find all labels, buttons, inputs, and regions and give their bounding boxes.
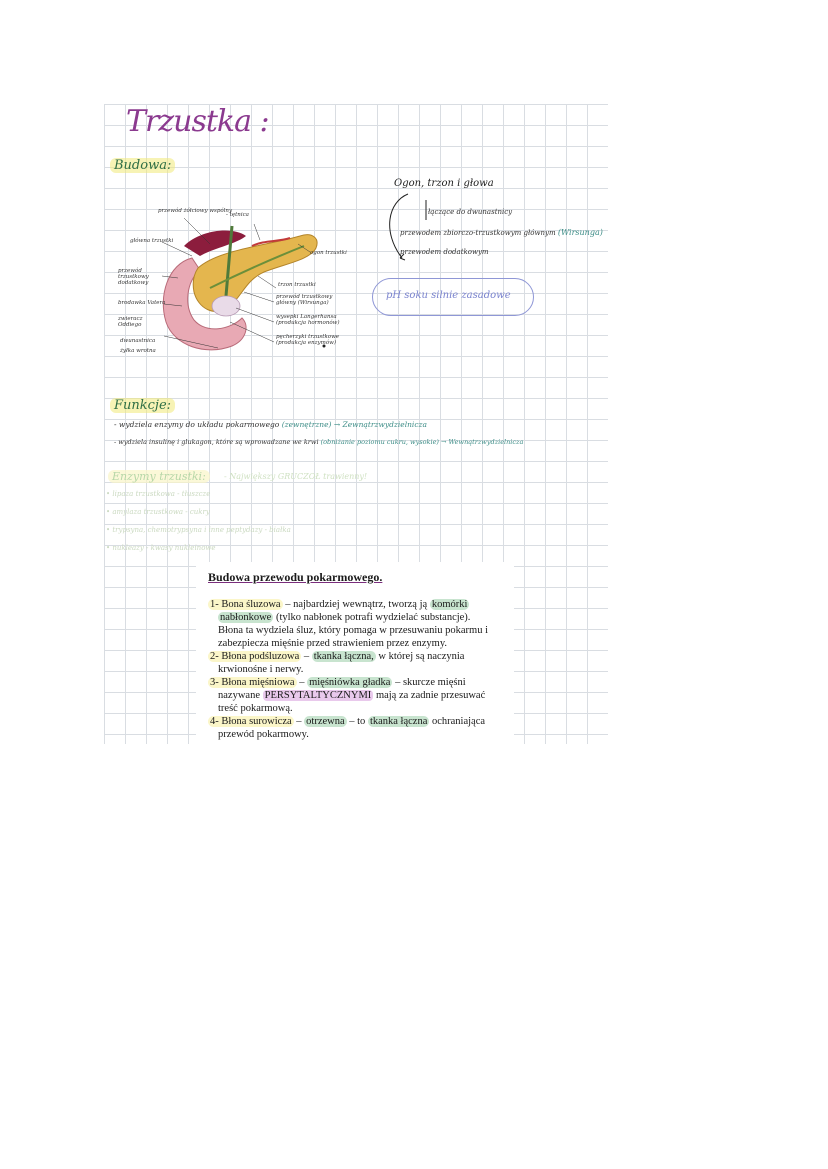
printed-line-3: Błona ta wydziela śluz, który pomaga w przesuwaniu pokarmu i [218, 625, 489, 636]
notes-line-2-text: przewodem zbiorczo-trzustkowym głównym [400, 229, 556, 237]
printed-line-2 [218, 611, 470, 624]
funkcje-item-2-text: - wydziela insulinę i glukagon, które są wprowadzane we krwi [114, 438, 319, 446]
enzymy-note: - Największy GRUCZOŁ trawienny! [224, 472, 368, 481]
label-main-duct: przewód trzustkowy główny (Wirsunga) [276, 294, 333, 306]
pancreas-illustration [114, 196, 362, 364]
label-acini: pęcherzyki trzustkowe (produkcja enzymów) [276, 334, 340, 346]
notes-line-2-teal: (Wirsunga) [557, 228, 603, 237]
printed-text: – [301, 651, 312, 662]
label-portal-vein: żyłka wrotna [120, 348, 156, 354]
printed-line-8 [218, 689, 485, 702]
printed-excerpt [196, 562, 514, 744]
page-title: Trzustka : [126, 104, 269, 139]
printed-line-6: krwionośne i nerwy. [218, 664, 304, 675]
label-accessory-duct: przewód trzustkowy dodatkowy [118, 268, 149, 286]
enzyme-item: • lipaza trzustkowa - tłuszcze [106, 490, 211, 498]
label-oddi-sphincter: zwieracz Oddiego [118, 316, 143, 328]
printed-line-1 [208, 598, 469, 611]
printed-text: – najbardziej wewnątrz, tworzą ją [282, 599, 430, 610]
funkcje-item-2 [114, 438, 523, 446]
term-submucosa: 2- Błona podśluzowa [210, 651, 300, 662]
term-connective-tissue: tkanka łączna, [313, 651, 374, 662]
notebook-page [104, 104, 608, 744]
notes-heading: Ogon, trzon i głowa [394, 178, 494, 189]
label-duodenum: dwunastnica [120, 338, 156, 344]
printed-line-4: zabezpiecza mięśnie przed strawieniem przez enzymy. [218, 638, 448, 649]
printed-text: – skurcze mięśni [392, 677, 466, 688]
notes-line-3: przewodem dodatkowym [400, 248, 489, 256]
enzyme-item: • nukleazy - kwasy nukleinowe [106, 544, 216, 552]
notes-line-2 [400, 228, 603, 237]
printed-text: nazywane [218, 690, 263, 701]
term-connective-tissue-2: tkanka łączna [369, 716, 428, 727]
term-epithelial: nabłonkowe [220, 612, 272, 623]
section-heading-enzymy: Enzymy trzustki: [108, 470, 210, 483]
label-artery: - tętnica [226, 212, 249, 218]
printed-text: – to [346, 716, 368, 727]
label-head: główna trzustki [130, 238, 174, 244]
printed-line-5 [208, 650, 464, 663]
term-epithelial-cells: komórki [431, 599, 468, 610]
printed-text: mają za zadnie przesuwać [373, 690, 486, 701]
label-common-bile-duct: przewód żółciowy wspólny [158, 208, 233, 214]
term-peritoneum: otrzewna [306, 716, 345, 727]
label-tail: ogon trzustki [310, 250, 347, 256]
term-mucosa: 1- Bona śluzowa [210, 599, 281, 610]
section-heading-funkcje: Funkcje: [110, 398, 175, 413]
funkcje-item-1-extra: (zewnętrzne) → Zewnątrzwydzielnicza [281, 420, 427, 429]
printed-text: – [293, 716, 305, 727]
term-smooth-muscle: mięśniówka gładka [309, 677, 391, 688]
notes-line-1: łączące do dwunastnicy [428, 208, 513, 216]
enzyme-item: • trypsyna, chemotrypsyna i inne peptydazy - białka [106, 526, 291, 534]
label-langerhans-islets: wysepki Langerhansa (produkcja hormonów) [276, 314, 340, 326]
term-peristaltic: PERSYTALTYCZNYMI [264, 690, 372, 701]
printed-line-9: treść pokarmową. [218, 703, 293, 714]
funkcje-item-1 [114, 420, 427, 429]
printed-text: (tylko nabłonek potrafi wydzielać substancje). [273, 612, 471, 623]
printed-text: w której są naczynia [375, 651, 465, 662]
term-muscularis: 3- Błona mięśniowa [210, 677, 295, 688]
printed-line-7 [208, 676, 466, 689]
printed-line-10 [208, 715, 485, 728]
label-body: trzon trzustki [278, 282, 316, 288]
printed-line-11: przewód pokarmowy. [218, 729, 309, 740]
label-vater-papilla: brodawka Vatera [118, 300, 166, 306]
enzyme-item: • amylaza trzustkowa - cukry [106, 508, 210, 516]
section-heading-budowa: Budowa: [110, 158, 175, 173]
funkcje-item-1-text: - wydziela enzymy do układu pokarmowego [114, 420, 280, 429]
printed-text: – [296, 677, 308, 688]
funkcje-item-2-extra: (obniżanie poziomu cukru, wysokie) → Wewnątrzwydzielnicza [320, 438, 524, 446]
ph-note: pH soku silnie zasadowe [386, 290, 511, 301]
printed-text: ochraniająca [429, 716, 486, 727]
printed-title: Budowa przewodu pokarmowego. [208, 570, 383, 584]
term-serosa: 4- Błona surowicza [210, 716, 292, 727]
